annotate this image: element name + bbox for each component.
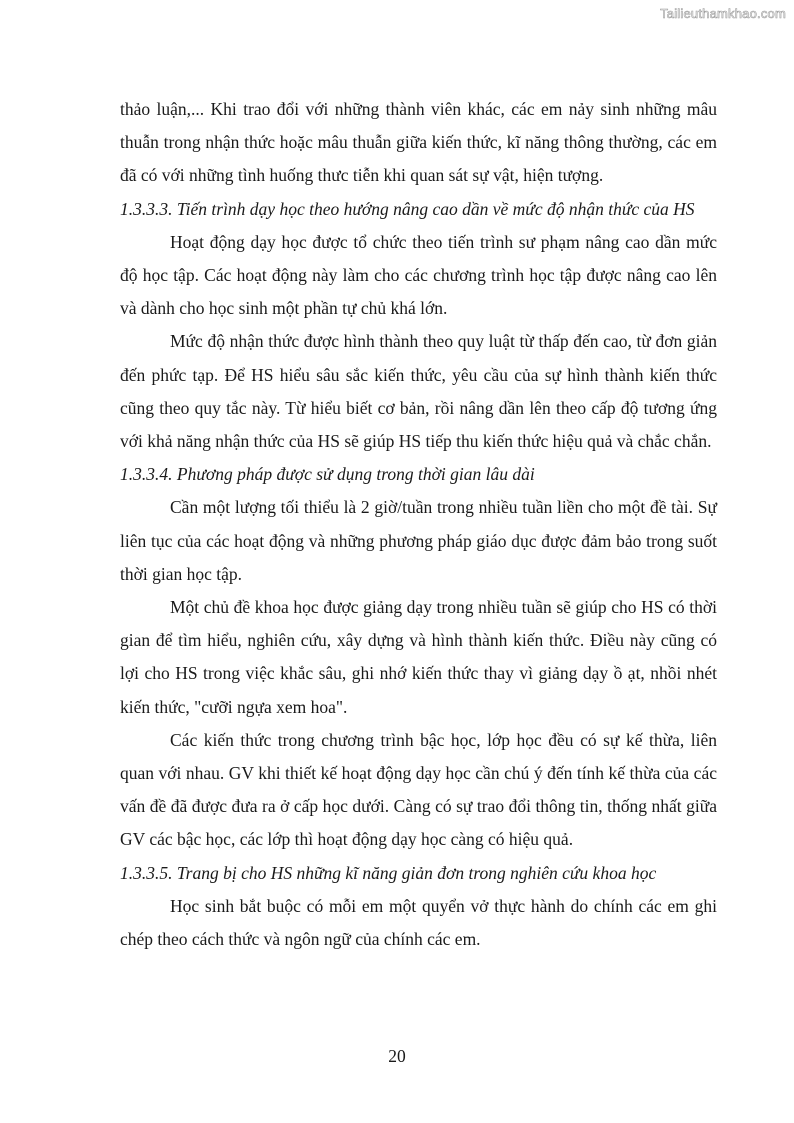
- paragraph: Các kiến thức trong chương trình bậc học, lớp học đều có sự kế thừa, liên quan với nhau. GV khi thiết kế hoạt động dạy học cần chú ý đến tính kế thừa của các vấn đề đã được đưa ra ở cấp học dưới. Càng có sự trao đổi thông tin, thống nhất giữa GV các bậc học, các lớp thì hoạt động dạy học càng có hiệu quả.: [120, 729, 717, 850]
- paragraph: Một chủ đề khoa học được giảng dạy trong nhiều tuần sẽ giúp cho HS có thời gian để tìm hiểu, nghiên cứu, xây dựng và hình thành kiến thức. Điều này cũng có lợi cho HS trong việc khắc sâu, ghi nhớ kiến thức thay vì giảng dạy ồ ạt, nhồi nhét kiến thức, "cưỡi ngựa xem hoa".: [120, 597, 717, 717]
- section-heading-1-3-3-5: 1.3.3.5. Trang bị cho HS những kĩ năng giản đơn trong nghiên cứu khoa học: [120, 862, 657, 883]
- paragraph: Học sinh bắt buộc có mỗi em một quyển vở thực hành do chính các em ghi chép theo cách thức và ngôn ngữ của chính các em.: [120, 895, 717, 950]
- paragraph: Mức độ nhận thức được hình thành theo quy luật từ thấp đến cao, từ đơn giản đến phức tạp. Để HS hiểu sâu sắc kiến thức, yêu cầu của sự hình thành kiến thức cũng theo quy tắc này. Từ hiểu biết cơ bản, rồi nâng dần lên theo cấp độ tương ứng với khả năng nhận thức của HS sẽ giúp HS tiếp thu kiến thức hiệu quả và chắc chắn.: [120, 331, 717, 452]
- watermark-text: Tailieuthamkhao.com: [660, 6, 786, 21]
- paragraph: Cần một lượng tối thiểu là 2 giờ/tuần trong nhiều tuần liền cho một đề tài. Sự liên tục của các hoạt động và những phương pháp giáo dục được đảm bảo trong suốt thời gian học tập.: [120, 497, 717, 584]
- paragraph: Hoạt động dạy học được tổ chức theo tiến trình sư phạm nâng cao dần mức độ học tập. Các hoạt động này làm cho các chương trình học tập được nâng cao lên và dành cho học sinh một phần tự chủ khá lớn.: [120, 231, 717, 319]
- section-heading-1-3-3-3: 1.3.3.3. Tiến trình dạy học theo hướng nâng cao dần về mức độ nhận thức của HS: [120, 198, 695, 219]
- page-number: 20: [388, 1046, 406, 1066]
- paragraph: thảo luận,... Khi trao đổi với những thành viên khác, các em nảy sinh những mâu thuẫn trong nhận thức hoặc mâu thuẫn giữa kiến thức, kĩ năng thông thường, các em đã có với những tình huống thưc tiễn khi quan sát sự vật, hiện tượng.: [120, 99, 717, 186]
- document-body: [120, 93, 717, 956]
- section-heading-1-3-3-4: 1.3.3.4. Phương pháp được sử dụng trong thời gian lâu dài: [120, 464, 535, 485]
